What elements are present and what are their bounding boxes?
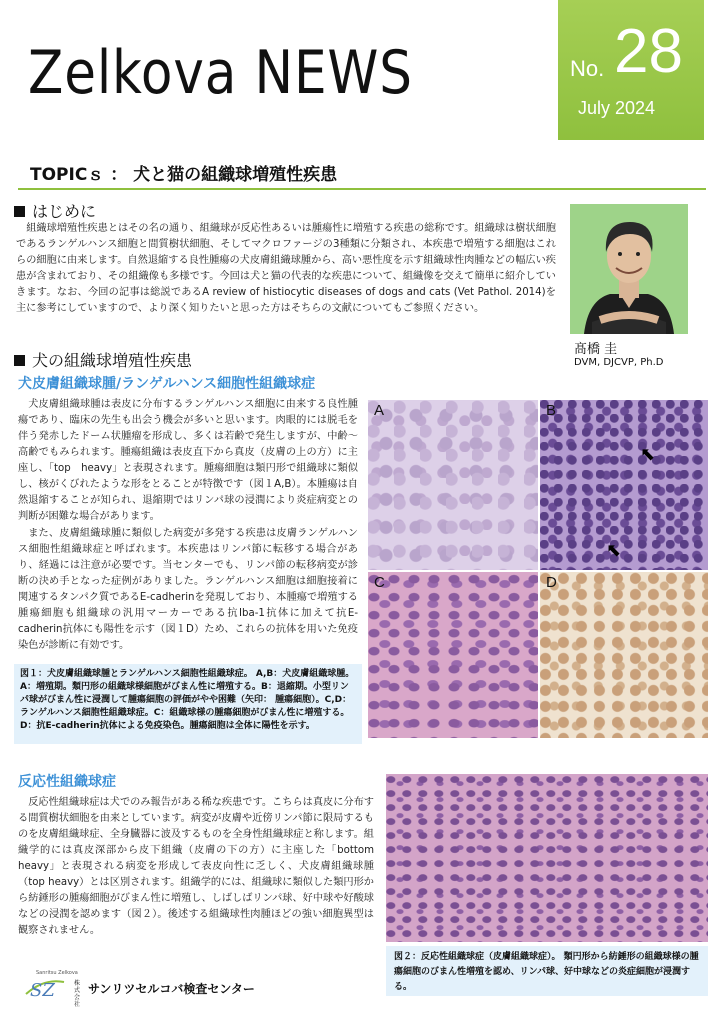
issue-number: 28 [614,17,683,86]
arrow-icon: ⬉ [606,540,622,561]
sub2-heading: 反応性組織球症 [18,774,116,790]
masthead-title: Zelkova NEWS [28,38,413,108]
panel-label-d: D [546,574,557,591]
company-name: サンリツセルコバ検査センター [88,982,255,996]
author-portrait [570,204,688,334]
figure1-panel-d [540,572,708,738]
author-name: 髙橋 圭 [574,342,618,357]
figure1-panel-a [368,400,538,570]
topic-divider [18,188,706,190]
intro-paragraph: 組織球増殖性疾患とはその名の通り、組織球が反応性あるいは腫瘍性に増殖する疾患の総称です。組織球は樹状細胞であるランゲルハンス細胞と間質樹状細胞、そしてマクロファージの3種類に分類され、本疾患で増殖する細胞はこれらの細胞に由来します。自然退縮する良性腫瘍の犬皮膚組織球腫から、高い悪性度を示す組織球性肉腫などの幅広い疾患が含まれており、その組織像も多様です。今回は犬と猫の代表的な疾患について、組織像を交えて簡単に紹介していきます。なお、今回の記事は総説であるA review of histiocytic diseases of dogs and cats (Vet Pathol. 2014)を主に参考にしていますので、より深く知りたいと思った方はそちらの文献についてもご参照ください。 [16,223,556,314]
logo-small-text: Sanritsu Zelkova [36,970,78,976]
arrow-icon: ⬉ [640,444,656,465]
square-bullet-icon [14,355,25,366]
issue-date: July 2024 [578,98,656,118]
section2-heading [14,348,192,371]
company-logo [24,974,66,1000]
person-illustration-icon [570,204,688,334]
issue-prefix: No. [570,56,605,81]
logo-text: SZ [30,980,55,1000]
figure1-caption: 図１：犬皮膚組織球腫とランゲルハンス細胞性組織球症。 A,B：犬皮膚組織球腫。A：増殖期。類円形の組織球様細胞がびまん性に増殖する。B：退縮期。小型リンパ球がびまん性に浸潤して腫瘍細胞の評価がやや困難（矢印： 腫瘍細胞）。C,D：ランゲルハンス細胞性組織球症。C：組織球様の腫瘍細胞がびまん性に増殖する。D：抗E-cadherin抗体による免疫染色。腫瘍細胞は全体に陽性を示す。 [14,664,362,744]
intro-heading [14,199,96,222]
author-credentials: DVM, DJCVP, Ph.D [574,357,664,368]
sub1-paragraph-1: 犬皮膚組織球腫は表皮に分布するランゲルハンス細胞に由来する良性腫瘍であり、臨床の先生も出会う機会が多いと思います。肉眼的には脱毛を伴う発赤したドーム状腫瘤を形成し、多くは若齢で発生しますが、中齢～高齢でもみられます。腫瘍組織は表皮直下から真皮（皮膚の上の方）に主座し、「top heavy」と表現されます。腫瘍細胞は類円形で組織球に類似し、核がくびれたような形をとることが特徴です（図１A,B）。本腫瘍は自然退縮することが知られ、退縮期ではリンパ球の浸潤により炎症病変との判断が困難な場合があります。 [18,399,358,522]
panel-label-b: B [546,402,557,419]
figure2-micrograph [386,774,708,942]
panel-label-c: C [374,574,385,591]
panel-label-a: A [374,402,385,419]
sub2-paragraph: 反応性組織球症は犬でのみ報告がある稀な疾患です。こちらは真皮に分布する間質樹状細胞を由来としています。病変が皮膚や近傍リンパ節に限局するものを皮膚組織球症、全身臓器に波及するものを全身性組織球症と称します。組織学的には真皮深部から皮下組織（皮膚の下の方）に主座した「bottom heavy」と表現される病変を形成して表皮向性に乏しく、犬皮膚組織球腫（top heavy）とは区別されます。組織学的には、組織球に類似した類円形から紡錘形の腫瘍細胞がびまん性に増殖し、しばしばリンパ球、好中球や好酸球などの浸潤を認めます（図２）。後述する組織球性肉腫ほどの強い細胞異型は観察されません。 [18,797,385,936]
issue-box [558,0,704,140]
square-bullet-icon [14,206,25,217]
figure1-panel-b [540,400,708,570]
section2-heading-text: 犬の組織球増殖性疾患 [32,351,193,370]
intro-heading-text: はじめに [32,202,97,221]
sz-logo-icon [24,974,66,1000]
topic-title: TOPICｓ ： 犬と猫の組織球増殖性疾患 [30,165,338,185]
sub1-heading: 犬皮膚組織球腫/ランゲルハンス細胞性組織球症 [18,376,316,392]
figure1-panel-c [368,572,538,738]
company-type: 株式会社 [74,980,81,1008]
figure2-caption: 図２：反応性組織球症（皮膚組織球症）。 類円形から紡錘形の組織球様の腫瘍細胞のびまん性増殖を認め、リンパ球、好中球などの炎症細胞が浸潤する。 [386,946,708,996]
sub1-paragraph-2: また、皮膚組織球腫に類似した病変が多発する疾患は皮膚ランゲルハンス細胞性組織球症と呼ばれます。本疾患はリンパ節に転移する場合があり、経過には注意が必要です。当センターでも、リンパ節の転移病変が診断の決め手となった症例がありました。ランゲルハンス細胞は細胞接着に関連するタンパク質であるE-cadherinを発現しており、本腫瘍で増殖する腫瘍細胞も組織球の汎用マーカーである抗Iba-1抗体に加えて抗E-cadherin抗体にも陽性を示す（図１D）ため、これらの抗体を用いた免疫染色が診断に有効です。 [18,528,358,651]
